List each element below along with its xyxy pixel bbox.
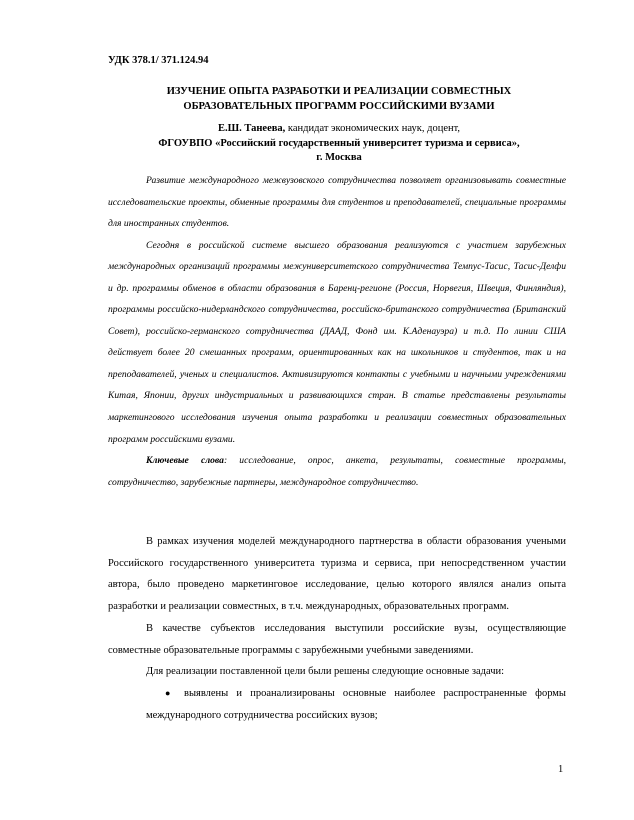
keywords-list: : исследование, опрос, анкета, результаты, совместные программы, сотрудничество, зарубежные партнеры, международное сотрудничество. bbox=[108, 455, 566, 488]
article-body bbox=[108, 531, 566, 726]
body-paragraph-2: В качестве субъектов исследования выступили российские вузы, осуществляющие совместные образовательные программы с зарубежными учебными заведениями. bbox=[108, 622, 566, 656]
udk-code: УДК 378.1/ 371.124.94 bbox=[108, 55, 209, 66]
bullet-item-text: выявлены и проанализированы основные наиболее распространенные формы международного сотрудничества российских вузов; bbox=[146, 687, 566, 721]
author-block bbox=[108, 122, 570, 166]
author-position: кандидат экономических наук, доцент, bbox=[285, 123, 461, 134]
title-line-2: ОБРАЗОВАТЕЛЬНЫХ ПРОГРАММ РОССИЙСКИМИ ВУЗАМИ bbox=[183, 101, 495, 112]
article-title bbox=[108, 84, 570, 114]
body-paragraph-1: В рамках изучения моделей международного партнерства в области образования учеными Российского государственного университета туризма и сервиса, при непосредственном участии автора, было проведено маркетинговое исследование, целью которого являлся анализ опыта разработки и реализации совместных, в т.ч. международных, образовательных программ. bbox=[108, 536, 566, 613]
abstract-paragraph-1: Развитие международного межвузовского сотрудничества позволяет организовывать совместные исследовательские проекты, обменные программы для студентов и преподавателей, специальные программы для иностранных студентов. bbox=[108, 175, 566, 230]
bullet-dot-icon: ● bbox=[165, 687, 171, 698]
title-line-1: ИЗУЧЕНИЕ ОПЫТА РАЗРАБОТКИ И РЕАЛИЗАЦИИ СОВМЕСТНЫХ bbox=[166, 86, 512, 97]
author-organization: ФГОУВПО «Российский государственный университет туризма и сервиса», bbox=[158, 137, 520, 149]
author-name: Е.Ш. Танеева, bbox=[217, 123, 286, 134]
abstract-paragraph-2: Сегодня в российской системе высшего образования реализуются с участием зарубежных международных организаций программы межуниверситетского сотрудничества Темпус-Тасис, Тасис-Делфи и др. программы обменов в области образования в Баренц-регионе (Россия, Норвегия, Швеция, Финляндия), программы российско-нидерландского сотрудничества, российско-британского сотрудничества (Британский Совет), российско-германского сотрудничества (ДААД, Фонд им. К.Аденауэра) и т.д. По линии США действует более 20 смешанных программ, ориентированных как на школьников и студентов, так и на преподавателей, ученых и специалистов. Активизируются контакты с учебными и научными учреждениями Китая, Японии, других индустриальных и развивающихся стран. В статье представлены результаты маркетингового исследования изучения опыта разработки и реализации совместных образовательных программ российскими вузами. bbox=[108, 239, 566, 445]
page-number: 1 bbox=[558, 764, 564, 775]
author-city: г. Москва bbox=[316, 152, 362, 163]
keywords-paragraph bbox=[108, 450, 566, 493]
body-paragraph-3: Для реализации поставленной цели были решены следующие основные задачи: bbox=[146, 666, 505, 678]
keywords-label: Ключевые слова bbox=[146, 455, 224, 467]
bullet-item-1 bbox=[108, 683, 566, 726]
abstract bbox=[108, 170, 566, 493]
author-line bbox=[108, 122, 570, 137]
